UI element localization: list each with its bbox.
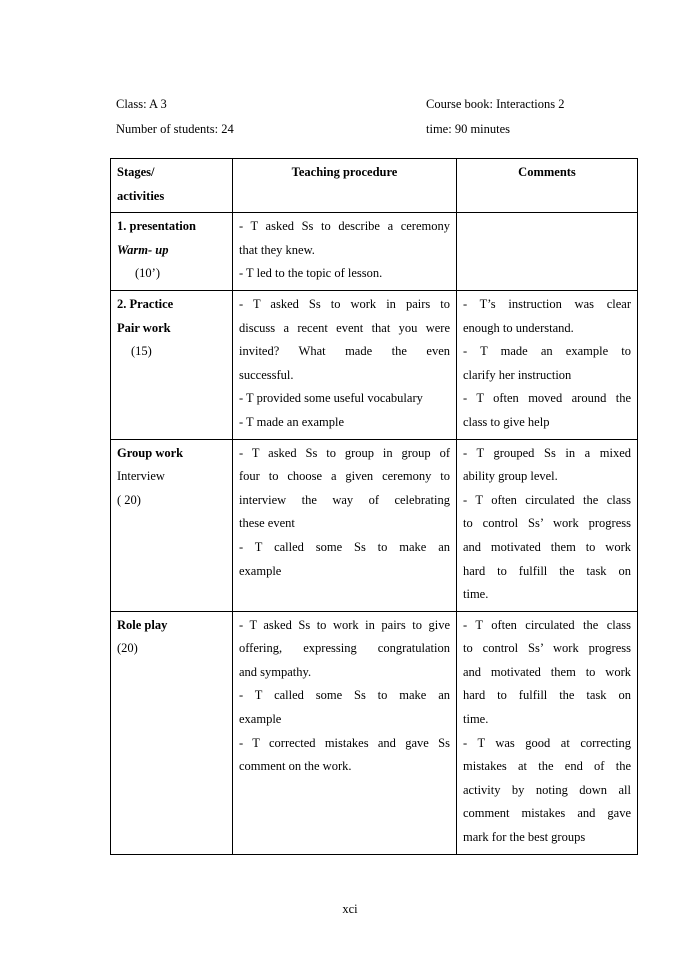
comment-line: enough to understand.	[463, 320, 574, 335]
procedure-line: that they knew.	[239, 242, 315, 257]
lesson-table	[110, 158, 638, 855]
header-procedure: Teaching procedure	[233, 159, 457, 213]
procedure-cell	[233, 611, 457, 854]
procedure-line: - T asked Ss to work in pairs to	[239, 296, 450, 311]
stage-duration: (20)	[117, 641, 138, 656]
comment-line: hard to fulfill the task on	[463, 563, 631, 578]
procedure-line: - T led to the topic of lesson.	[239, 266, 383, 281]
header-stages-line: Stages/	[117, 165, 155, 179]
stage-cell	[111, 290, 233, 439]
header-stages	[111, 159, 233, 213]
table-row	[111, 213, 638, 291]
comment-line: time.	[463, 712, 489, 727]
comment-line: to control Ss’ work progress	[463, 641, 631, 656]
comments-cell	[457, 439, 638, 611]
comment-line: - T made an example to	[463, 344, 631, 359]
stage-duration: ( 20)	[117, 492, 141, 507]
comment-line: - T often circulated the class	[463, 617, 631, 632]
procedure-line: - T called some Ss to make an	[239, 539, 450, 554]
comment-line: - T grouped Ss in a mixed	[463, 445, 631, 460]
procedure-line: - T provided some useful vocabulary	[239, 391, 423, 406]
table-header-row	[111, 159, 638, 213]
stage-title: 2. Practice	[117, 296, 174, 311]
comments-cell	[457, 290, 638, 439]
procedure-line: comment on the work.	[239, 759, 352, 774]
table-row	[111, 439, 638, 611]
procedure-cell	[233, 290, 457, 439]
procedure-line: - T made an example	[239, 414, 345, 429]
stage-title: Role play	[117, 617, 168, 632]
stage-title: 1. presentation	[117, 219, 196, 234]
comment-line: comment mistakes and gave	[463, 806, 631, 821]
stage-activity: Warm- up	[117, 242, 169, 257]
procedure-line: - T corrected mistakes and gave Ss	[239, 735, 450, 750]
comment-line: - T was good at correcting	[463, 735, 631, 750]
stage-title: Group work	[117, 445, 184, 460]
comment-line: and motivated them to work	[463, 539, 631, 554]
stage-cell	[111, 439, 233, 611]
comment-line: ability group level.	[463, 469, 558, 484]
header-stages-line: activities	[117, 188, 165, 203]
procedure-line: offering, expressing congratulation	[239, 641, 450, 656]
stage-activity: Interview	[117, 469, 165, 484]
comment-line: - T often circulated the class	[463, 492, 631, 507]
procedure-line: discuss a recent event that you were	[239, 320, 450, 335]
stage-cell	[111, 213, 233, 291]
procedure-cell	[233, 439, 457, 611]
course-book-label: Course book: Interactions 2	[426, 97, 565, 111]
comment-line: class to give help	[463, 414, 550, 429]
stage-duration: (15)	[131, 344, 152, 359]
procedure-line: these event	[239, 516, 295, 531]
comment-line: activity by noting down all	[463, 782, 631, 797]
procedure-cell	[233, 213, 457, 291]
procedure-line: successful.	[239, 367, 294, 382]
comment-line: hard to fulfill the task on	[463, 688, 631, 703]
students-label: Number of students: 24	[116, 122, 234, 136]
procedure-line: - T asked Ss to work in pairs to give	[239, 617, 450, 632]
page-number: xci	[342, 902, 358, 916]
procedure-line: invited? What made the even	[239, 344, 450, 359]
comments-cell	[457, 611, 638, 854]
comment-line: - T’s instruction was clear	[463, 296, 631, 311]
comment-line: mistakes at the end of the	[463, 759, 631, 774]
procedure-line: example	[239, 563, 282, 578]
procedure-line: - T asked Ss to group in group of	[239, 445, 450, 460]
stage-duration: (10’)	[135, 266, 160, 281]
stage-activity: Pair work	[117, 320, 171, 335]
procedure-line: - T called some Ss to make an	[239, 688, 450, 703]
table-row	[111, 290, 638, 439]
comment-line: mark for the best groups	[463, 830, 586, 845]
comment-line: to control Ss’ work progress	[463, 516, 631, 531]
table-row	[111, 611, 638, 854]
comments-cell	[457, 213, 638, 291]
time-label: time: 90 minutes	[426, 122, 511, 136]
class-label: Class: A 3	[116, 97, 167, 111]
procedure-line: four to choose a given ceremony to	[239, 469, 450, 484]
stage-cell	[111, 611, 233, 854]
procedure-line: interview the way of celebrating	[239, 492, 450, 507]
comment-line: and motivated them to work	[463, 664, 631, 679]
procedure-line: example	[239, 712, 282, 727]
procedure-line: and sympathy.	[239, 664, 312, 679]
comment-line: time.	[463, 587, 489, 602]
comment-line: - T often moved around the	[463, 391, 631, 406]
comment-line: clarify her instruction	[463, 367, 572, 382]
header-comments: Comments	[457, 159, 638, 213]
procedure-line: - T asked Ss to describe a ceremony	[239, 219, 450, 234]
